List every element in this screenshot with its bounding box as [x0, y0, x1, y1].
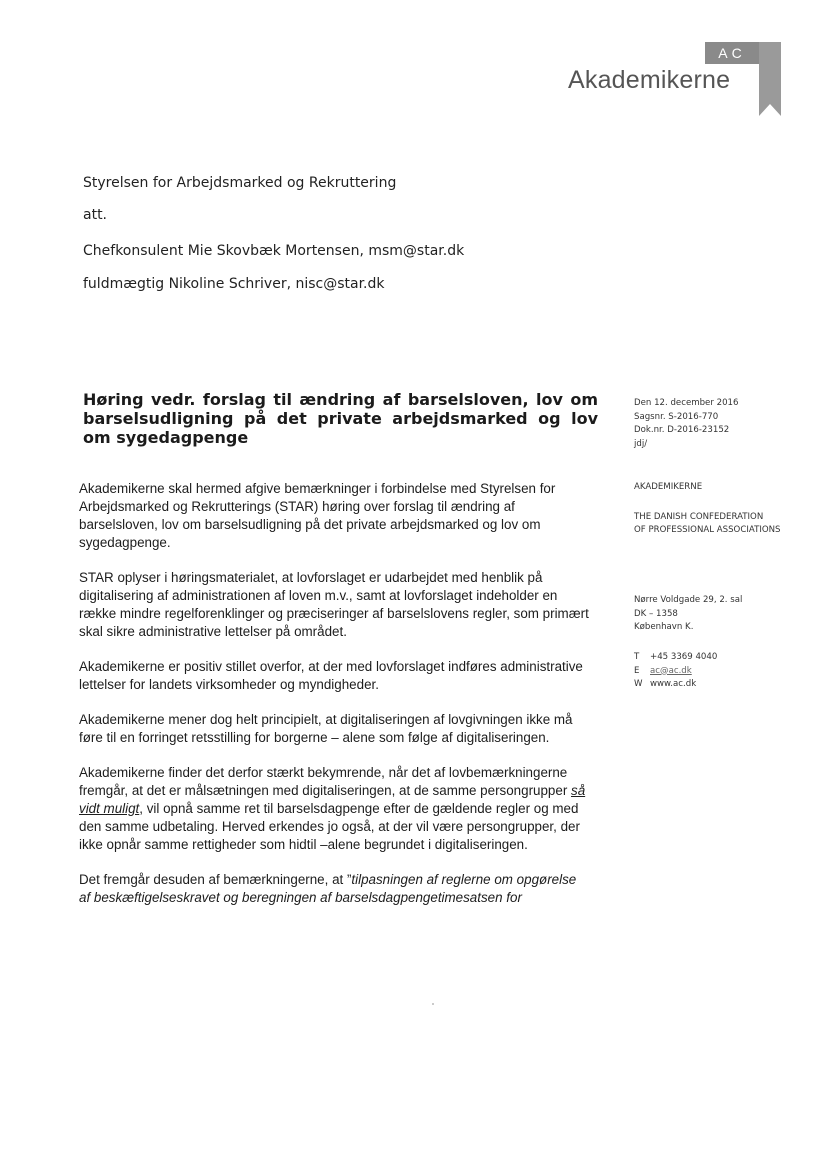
paragraph-2: STAR oplyser i høringsmaterialet, at lovforslaget er udarbejdet med henblik på digitalisering af administrationen af loven m.v., samt at lovforslaget indeholder en række mindre regelforenklinger og præciseringer af barselslovens regler, som primært skal sikre administrative lettelser på området.: [79, 570, 589, 639]
org-english-1: THE DANISH CONFEDERATION: [634, 511, 764, 522]
meta-document-number: Dok.nr. D-2016-23152: [634, 425, 730, 435]
web-link[interactable]: www.ac.dk: [650, 679, 697, 689]
phone-label: T: [634, 652, 640, 662]
org-english-2: OF PROFESSIONAL ASSOCIATIONS: [634, 525, 781, 535]
paragraph-3: Akademikerne er positiv stillet overfor, at der med lovforslaget indføres administrative lettelser for landets virksomheder og myndigheder.: [79, 659, 583, 692]
address-city: København K.: [634, 622, 694, 632]
org-name: AKADEMIKERNE: [634, 482, 703, 492]
meta-case-number: Sagsnr. S-2016-770: [634, 411, 719, 422]
logo-wordmark: Akademikerne: [568, 66, 731, 94]
email-link[interactable]: ac@ac.dk: [650, 665, 692, 676]
paragraph-4: Akademikerne mener dog helt principielt, at digitaliseringen af lovgivningen ikke må føre til en forringet retsstilling for borgerne – alene som følge af digitaliseringen.: [79, 712, 573, 745]
meta-initials: jdj/: [634, 438, 648, 449]
paragraph-5-part-1: Akademikerne finder det derfor stærkt bekymrende, når det af lovbemærkningerne fremgår, at det er målsætningen med digitaliseringen, at de samme persongrupper: [79, 765, 571, 798]
phone-value: +45 3369 4040: [650, 652, 718, 662]
paragraph-5-part-2: , vil opnå samme ret til barselsdagpenge efter de gældende regler og med den samme udbetaling. Herved erkendes jo også, at der vil være persongrupper, der ikke opnår samme rettigheder som hidtil –alene begrundet i digitaliseringen.: [79, 801, 580, 852]
paragraph-1: Akademikerne skal hermed afgive bemærkninger i forbindelse med Styrelsen for Arbejdsmarked og Rekrutterings (STAR) høring over forslag til ændring af barselsloven, lov om barselsudligning på det private arbejdsmarked og lov om sygedagpenge.: [79, 481, 556, 550]
address-postal: DK – 1358: [634, 608, 678, 619]
meta-block: [634, 397, 739, 451]
recipient-line-1: Styrelsen for Arbejdsmarked og Rekruttering: [83, 175, 397, 191]
paragraph-6-part-1: Det fremgår desuden af bemærkningerne, at ”: [79, 872, 352, 887]
contact-email[interactable]: [634, 665, 717, 679]
recipient-line-3: Chefkonsulent Mie Skovbæk Mortensen, msm@star.dk: [83, 243, 465, 259]
paragraph-5-emphasis: så vidt muligt: [79, 783, 586, 816]
logo-ribbon-icon: [759, 42, 785, 118]
email-label: E: [634, 665, 640, 676]
letter-title: Høring vedr. forslag til ændring af barselsloven, lov om barselsudligning på det private arbejdsmarked og lov om sygedagpenge: [83, 390, 598, 447]
org-block: [634, 481, 781, 538]
contact-phone: [634, 651, 717, 665]
recipient-line-2: att.: [83, 207, 108, 223]
paragraph-6: [79, 871, 591, 907]
ac-badge: AC: [705, 42, 759, 64]
paragraph-5: [79, 764, 591, 854]
contact-web[interactable]: [634, 678, 717, 692]
letter-body: [79, 480, 591, 924]
recipient-line-4: fuldmægtig Nikoline Schriver, nisc@star.dk: [83, 276, 385, 292]
meta-date: Den 12. december 2016: [634, 398, 739, 408]
scan-speck: [432, 1003, 434, 1005]
address-street: Nørre Voldgade 29, 2. sal: [634, 595, 743, 605]
paragraph-6-quote: tilpasningen af reglerne om opgørelse af beskæftigelseskravet og beregningen af barselsdagpengetimesatsen for: [79, 872, 577, 905]
web-label: W: [634, 679, 643, 689]
contact-block: [634, 651, 717, 692]
address-block: [634, 594, 742, 635]
akademikerne-logo: [560, 40, 785, 120]
